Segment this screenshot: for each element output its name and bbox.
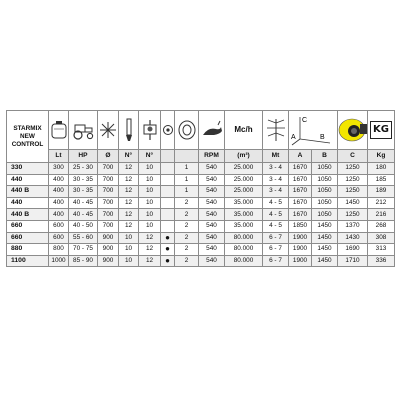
model-header-line-1: STARMIX: [13, 124, 42, 132]
value-cell-mt: 6 - 7: [263, 244, 289, 256]
value-cell-kg: 185: [368, 174, 395, 186]
valve-icon-cell: [139, 111, 161, 150]
value-cell-b: 1050: [312, 163, 338, 175]
value-cell-hp: 40 - 50: [69, 220, 98, 232]
value-cell-c: 1430: [338, 232, 368, 244]
value-cell-rpm: 540: [199, 174, 225, 186]
value-cell-c: 1250: [338, 209, 368, 221]
table-row: [7, 244, 395, 256]
value-cell-hp: 30 - 35: [69, 174, 98, 186]
value-cell-n2: 12: [139, 244, 161, 256]
value-cell-m3: 25.000: [225, 174, 263, 186]
value-cell-c8: 2: [175, 232, 199, 244]
unit-header-cell: HP: [69, 150, 98, 163]
value-cell-kg: 268: [368, 220, 395, 232]
unit-header-cell: Lt: [49, 150, 69, 163]
value-cell-lt: 300: [49, 163, 69, 175]
value-cell-c: 1690: [338, 244, 368, 256]
unit-header-cell: [175, 150, 199, 163]
value-cell-c: 1250: [338, 186, 368, 198]
table-row: [7, 209, 395, 221]
unit-header-cell: N°: [139, 150, 161, 163]
value-cell-lt: 400: [49, 174, 69, 186]
value-cell-c8: 2: [175, 244, 199, 256]
value-cell-b: 1050: [312, 209, 338, 221]
unit-header-cell: A: [289, 150, 312, 163]
value-cell-m3: 80.000: [225, 255, 263, 267]
value-cell-c8: 1: [175, 186, 199, 198]
value-cell-lt: 400: [49, 197, 69, 209]
rabbit-speed-icon: [200, 119, 224, 141]
value-cell-hp: 85 - 90: [69, 255, 98, 267]
option-dot-cell: [161, 209, 175, 221]
value-cell-kg: 313: [368, 244, 395, 256]
gearbox-icon: [162, 119, 174, 141]
value-cell-m3: 80.000: [225, 244, 263, 256]
value-cell-b: 1050: [312, 186, 338, 198]
unit-header-cell: RPM: [199, 150, 225, 163]
rings-icon-cell: [175, 111, 199, 150]
table-row: [7, 174, 395, 186]
yellow-sprayer-photo: [338, 114, 368, 146]
model-cell: 880: [7, 244, 49, 256]
model-cell: 440: [7, 174, 49, 186]
value-cell-dia: 700: [98, 186, 119, 198]
value-cell-kg: 189: [368, 186, 395, 198]
table-row: [7, 163, 395, 175]
nozzle-icon: [123, 117, 135, 143]
model-cell: 440 B: [7, 209, 49, 221]
value-cell-rpm: 540: [199, 232, 225, 244]
diagram-label-c: C: [302, 117, 308, 124]
value-cell-c8: 2: [175, 197, 199, 209]
diagram-label-a: A: [291, 134, 296, 141]
value-cell-b: 1450: [312, 244, 338, 256]
value-cell-n1: 12: [119, 209, 139, 221]
value-cell-n1: 12: [119, 163, 139, 175]
value-cell-hp: 40 - 45: [69, 209, 98, 221]
value-cell-c8: 1: [175, 174, 199, 186]
value-cell-dia: 700: [98, 163, 119, 175]
unit-header-cell: [161, 150, 175, 163]
option-dot-cell: [161, 163, 175, 175]
value-cell-m3: 35.000: [225, 209, 263, 221]
value-cell-a: 1850: [289, 220, 312, 232]
model-cell: 440: [7, 197, 49, 209]
option-dot-cell: [161, 197, 175, 209]
option-dot-cell: ●: [161, 232, 175, 244]
option-dot-cell: ●: [161, 255, 175, 267]
value-cell-n2: 10: [139, 186, 161, 198]
spray-pattern-icon: [176, 119, 198, 141]
unit-header-cell: Kg: [368, 150, 395, 163]
value-cell-n1: 10: [119, 255, 139, 267]
value-cell-a: 1670: [289, 174, 312, 186]
value-cell-a: 1670: [289, 163, 312, 175]
value-cell-hp: 30 - 35: [69, 186, 98, 198]
value-cell-a: 1900: [289, 244, 312, 256]
value-cell-dia: 900: [98, 255, 119, 267]
unit-header-cell: Ø: [98, 150, 119, 163]
value-cell-a: 1670: [289, 197, 312, 209]
value-cell-rpm: 540: [199, 220, 225, 232]
model-cell: 1100: [7, 255, 49, 267]
value-cell-b: 1450: [312, 255, 338, 267]
value-cell-m3: 25.000: [225, 163, 263, 175]
option-dot-cell: [161, 220, 175, 232]
value-cell-m3: 25.000: [225, 186, 263, 198]
value-cell-n2: 10: [139, 209, 161, 221]
value-cell-kg: 212: [368, 197, 395, 209]
table-row: [7, 255, 395, 267]
value-cell-dia: 700: [98, 209, 119, 221]
model-cell: 660: [7, 220, 49, 232]
value-cell-c: 1450: [338, 197, 368, 209]
value-cell-rpm: 540: [199, 163, 225, 175]
value-cell-mt: 6 - 7: [263, 232, 289, 244]
value-cell-lt: 1000: [49, 255, 69, 267]
unit-header-cell: N°: [119, 150, 139, 163]
unit-header-cell: C: [338, 150, 368, 163]
option-dot-cell: [161, 174, 175, 186]
value-cell-dia: 700: [98, 174, 119, 186]
value-cell-c: 1250: [338, 174, 368, 186]
value-cell-n1: 12: [119, 186, 139, 198]
table-row: [7, 232, 395, 244]
value-cell-mt: 4 - 5: [263, 220, 289, 232]
weight-kg-icon: KG: [370, 121, 392, 139]
tank-icon: [50, 119, 68, 141]
table-row: [7, 220, 395, 232]
value-cell-c: 1370: [338, 220, 368, 232]
gearbox-icon-cell: [161, 111, 175, 150]
value-cell-n2: 10: [139, 163, 161, 175]
value-cell-lt: 400: [49, 209, 69, 221]
value-cell-lt: 400: [49, 186, 69, 198]
value-cell-hp: 25 - 30: [69, 163, 98, 175]
value-cell-hp: 70 - 75: [69, 244, 98, 256]
value-cell-b: 1050: [312, 197, 338, 209]
value-cell-dia: 700: [98, 220, 119, 232]
value-cell-hp: 40 - 45: [69, 197, 98, 209]
value-cell-dia: 900: [98, 232, 119, 244]
value-cell-hp: 55 - 60: [69, 232, 98, 244]
value-cell-a: 1670: [289, 186, 312, 198]
photo-cell: [338, 111, 368, 150]
model-cell: 660: [7, 232, 49, 244]
value-cell-mt: 4 - 5: [263, 209, 289, 221]
value-cell-lt: 800: [49, 244, 69, 256]
model-cell: 440 B: [7, 186, 49, 198]
valve-icon: [141, 118, 159, 142]
value-cell-lt: 600: [49, 220, 69, 232]
unit-header-cell: (m³): [225, 150, 263, 163]
diagram-label-b: B: [320, 134, 325, 141]
nozzle-icon-cell: [119, 111, 139, 150]
value-cell-b: 1450: [312, 220, 338, 232]
model-cell: 330: [7, 163, 49, 175]
value-cell-rpm: 540: [199, 209, 225, 221]
value-cell-n2: 12: [139, 232, 161, 244]
mch-cell: [225, 111, 263, 150]
value-cell-a: 1900: [289, 255, 312, 267]
unit-header-cell: B: [312, 150, 338, 163]
tank-icon-cell: [49, 111, 69, 150]
model-header: [7, 111, 49, 163]
value-cell-m3: 35.000: [225, 220, 263, 232]
dimensions-diagram-cell: [289, 111, 338, 150]
value-cell-mt: 4 - 5: [263, 197, 289, 209]
value-cell-b: 1050: [312, 174, 338, 186]
rabbit-icon-cell: [199, 111, 225, 150]
value-cell-rpm: 540: [199, 197, 225, 209]
dimensions-diagram-icon: [290, 113, 336, 147]
value-cell-n2: 10: [139, 174, 161, 186]
vertical-spray-icon: [265, 117, 287, 143]
value-cell-a: 1900: [289, 232, 312, 244]
value-cell-n1: 10: [119, 244, 139, 256]
value-cell-c: 1710: [338, 255, 368, 267]
tractor-hp-icon: [70, 119, 96, 141]
unit-header-cell: Mt: [263, 150, 289, 163]
icon-header-row: [7, 111, 395, 150]
fan-icon-cell: [98, 111, 119, 150]
value-cell-c8: 1: [175, 163, 199, 175]
mch-label: Mc/h: [234, 125, 253, 134]
value-cell-c8: 2: [175, 220, 199, 232]
value-cell-mt: 6 - 7: [263, 255, 289, 267]
value-cell-c8: 2: [175, 255, 199, 267]
value-cell-n1: 10: [119, 232, 139, 244]
model-header-line-3: CONTROL: [11, 140, 44, 148]
value-cell-mt: 3 - 4: [263, 163, 289, 175]
tractor-icon-cell: [69, 111, 98, 150]
table-row: [7, 186, 395, 198]
model-header-line-2: NEW: [20, 132, 35, 140]
option-dot-cell: [161, 186, 175, 198]
value-cell-m3: 35.000: [225, 197, 263, 209]
value-cell-dia: 700: [98, 197, 119, 209]
value-cell-rpm: 540: [199, 244, 225, 256]
weight-icon-cell: [368, 111, 395, 150]
value-cell-kg: 216: [368, 209, 395, 221]
value-cell-rpm: 540: [199, 186, 225, 198]
value-cell-m3: 80.000: [225, 232, 263, 244]
value-cell-lt: 600: [49, 232, 69, 244]
value-cell-a: 1670: [289, 209, 312, 221]
value-cell-kg: 308: [368, 232, 395, 244]
value-cell-mt: 3 - 4: [263, 186, 289, 198]
units-header-row: [7, 150, 395, 163]
value-cell-c: 1250: [338, 163, 368, 175]
value-cell-n2: 10: [139, 220, 161, 232]
value-cell-c8: 2: [175, 209, 199, 221]
table-row: [7, 197, 395, 209]
value-cell-dia: 900: [98, 244, 119, 256]
value-cell-rpm: 540: [199, 255, 225, 267]
value-cell-n2: 12: [139, 255, 161, 267]
vertical-spray-icon-cell: [263, 111, 289, 150]
value-cell-mt: 3 - 4: [263, 174, 289, 186]
value-cell-kg: 180: [368, 163, 395, 175]
value-cell-n2: 10: [139, 197, 161, 209]
value-cell-n1: 12: [119, 220, 139, 232]
value-cell-n1: 12: [119, 197, 139, 209]
value-cell-b: 1450: [312, 232, 338, 244]
fan-diameter-icon: [99, 119, 117, 141]
option-dot-cell: ●: [161, 244, 175, 256]
value-cell-n1: 12: [119, 174, 139, 186]
spec-table: [6, 110, 395, 267]
value-cell-kg: 336: [368, 255, 395, 267]
